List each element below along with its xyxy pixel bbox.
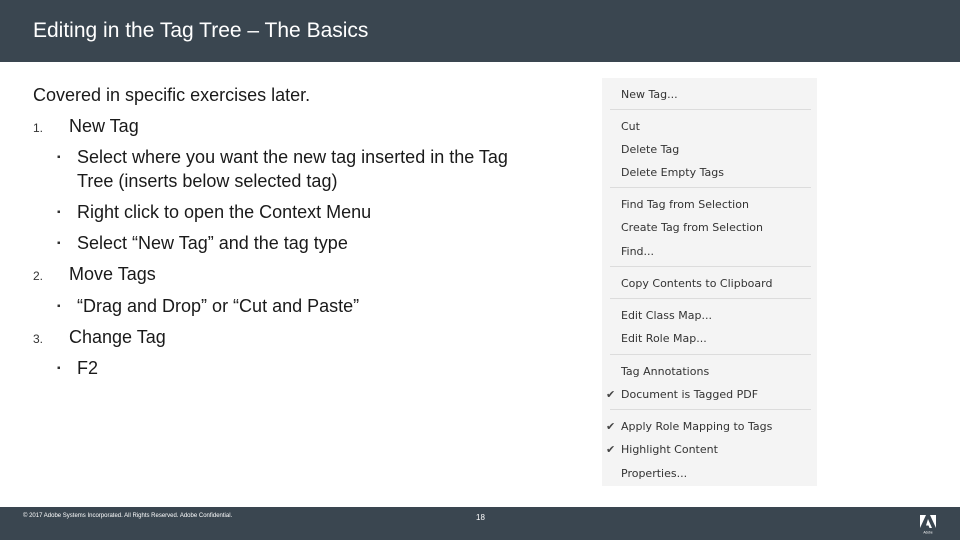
menu-item-copy-contents[interactable]: Copy Contents to Clipboard (621, 277, 773, 290)
menu-separator (610, 298, 811, 299)
menu-item-find[interactable]: Find... (621, 245, 655, 258)
menu-item-delete-empty-tags[interactable]: Delete Empty Tags (621, 166, 724, 179)
menu-separator (610, 409, 811, 410)
bullet-icon: ▪ (57, 363, 61, 374)
checkmark-icon: ✔ (606, 388, 616, 401)
menu-separator (610, 187, 811, 188)
item-label-change-tag: Change Tag (69, 327, 166, 347)
menu-separator (610, 109, 811, 110)
bullet-icon: ▪ (57, 301, 61, 312)
menu-item-new-tag[interactable]: New Tag... (621, 88, 678, 101)
checkmark-icon: ✔ (606, 420, 616, 433)
bullet-icon: ▪ (57, 207, 61, 218)
menu-item-tag-annotations[interactable]: Tag Annotations (621, 365, 710, 378)
bullet-icon: ▪ (57, 238, 61, 249)
subitem-text: “Drag and Drop” or “Cut and Paste” (77, 296, 360, 316)
menu-item-document-is-tagged-pdf[interactable]: Document is Tagged PDF (621, 388, 759, 401)
footer-bar (0, 507, 960, 540)
menu-item-apply-role-mapping[interactable]: Apply Role Mapping to Tags (621, 420, 773, 433)
adobe-logo-icon (918, 513, 938, 535)
menu-item-cut[interactable]: Cut (621, 120, 640, 133)
item-number: 3. (33, 332, 44, 346)
item-label-new-tag: New Tag (69, 116, 139, 136)
logo-text: Adobe (923, 530, 933, 535)
menu-item-highlight-content[interactable]: Highlight Content (621, 443, 718, 456)
subitem-text: Right click to open the Context Menu (77, 202, 372, 222)
checkmark-icon: ✔ (606, 443, 616, 456)
menu-item-properties[interactable]: Properties... (621, 467, 688, 480)
bullet-icon: ▪ (57, 152, 61, 163)
intro-text: Covered in specific exercises later. (33, 85, 311, 105)
subitem-text: Select “New Tag” and the tag type (77, 233, 348, 253)
menu-separator (610, 354, 811, 355)
item-number: 1. (33, 121, 44, 135)
menu-separator (610, 266, 811, 267)
subitem-text: F2 (77, 358, 99, 378)
menu-item-find-tag-from-selection[interactable]: Find Tag from Selection (621, 198, 749, 211)
item-label-move-tags: Move Tags (69, 264, 156, 284)
menu-item-delete-tag[interactable]: Delete Tag (621, 143, 680, 156)
copyright-text: © 2017 Adobe Systems Incorporated. All Rights Reserved. Adobe Confidential. (23, 513, 233, 519)
menu-item-edit-class-map[interactable]: Edit Class Map... (621, 309, 712, 322)
subitem-text: Select where you want the new tag inserted in the Tag Tree (inserts below selected tag) (77, 147, 508, 191)
context-menu (602, 78, 817, 486)
menu-item-create-tag-from-selection[interactable]: Create Tag from Selection (621, 221, 763, 234)
page-number: 18 (476, 513, 485, 522)
menu-item-edit-role-map[interactable]: Edit Role Map... (621, 332, 707, 345)
title-bar (0, 0, 960, 62)
slide-title: Editing in the Tag Tree – The Basics (33, 19, 369, 42)
item-number: 2. (33, 269, 44, 283)
